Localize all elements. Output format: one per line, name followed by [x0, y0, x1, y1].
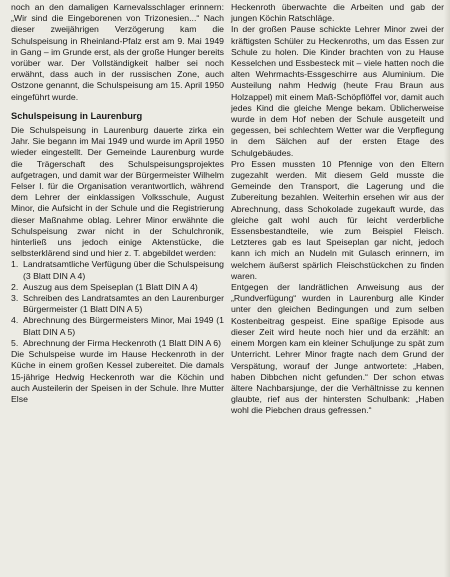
paragraph-3: Pro Essen mussten 10 Pfennige von den Eltern zugezahlt werden. Mit diesem Geld musste die Gemeinde den Transport, die Lagerung und die Zubereitung bezahlen. Weiterhin ersehen wir aus der Abrechnung, dass Schokolade zugekauft wurde, das gleiche galt wohl auch für leicht verderbliche Essensbestandteile, wie zum Beispiel Fleisch. Letzteres gab es laut Speiseplan gar nicht, jedoch kann ich mich an Nudeln mit Gulasch erinnern, im welchem äußerst spärlich Fleischstückchen zu finden waren.: [231, 158, 444, 281]
body-paragraph: Die Schulspeisung in Laurenburg dauerte zirka ein Jahr. Sie begann im Mai 1949 und wurde im April 1950 wieder eingestellt. Der Gemeinde Laurenburg wurde die Trägerschaft des Schulspeisungsprojektes aufgetragen, und damit war der Bürgermeister Wilhelm Felser I. für die Organisation verantwortlich, während dem Lehrer der einklassigen Volksschule, August Minor, die Aufsicht in der Schule und die Registrierung dieser Maßnahme oblag. Lehrer Minor erwähnte die Schulspeisung zwar nicht in der Schulchronik, hinterließ uns jedoch einige Aktenstücke, die selbsterklärend sind und hier z. T. abgebildet werden:: [11, 125, 224, 259]
page-edge-shadow: [444, 0, 450, 577]
section-heading: Schulspeisung in Laurenburg: [11, 110, 143, 121]
paragraph-4: Entgegen der landrätlichen Anweisung aus der „Rundverfügung“ wurden in Laurenburg alle Kinder unter den gleichen Bedingungen und zum selben Kostenbeitrag gespeist. Eine spaßige Episode aus dieser Zeit wird heute noch hier und da erzählt: an einem Morgen kam ein kleiner Schuljunge zu spät zum Unterricht. Lehrer Minor fragte nach dem Grund der Verspätung, worauf der Junge antwortete: „Haben, haben Dibbchen nicht gefunden.“ Der schon etwas ältere Nachbarsjunge, der die Verhältnisse zu kennen glaubte, rief aus der hintersten Schulbank: „Haben wohl die Piebchen draus gefressen.“: [231, 282, 444, 416]
paragraph-1: Heckenroth überwachte die Arbeiten und gab der jungen Köchin Ratschläge.: [231, 2, 444, 24]
paragraph-2: In der großen Pause schickte Lehrer Minor zwei der kräftigsten Schüler zu Heckenroths, um das Essen zur Schule zu holen. Die Kinder brachten von zu Hause Kesselchen und Essbesteck mit – viele hatten noch die alten Wehrmachts-Essgeschirre aus Aluminium. Die Austeilung nahm Hedwig (heute Frau Braun aus Holzappel) mit einem Maß-Schöpflöffel vor, damit auch jedes Kind die gleiche Menge bekam. Üblicherweise wurde in dem Hof neben der Schule ausgeteilt und gegessen, bei schlechtem Wetter war die Verpflegung in dem Sälchen auf der ersten Etage des Schulgebäudes.: [231, 24, 444, 158]
right-column: [231, 2, 444, 417]
list-item: 2. Auszug aus dem Speiseplan (1 Blatt DIN A 4): [11, 281, 198, 292]
list-item: 5. Abrechnung der Firma Heckenroth (1 Blatt DIN A 6): [11, 337, 221, 348]
left-column: [11, 2, 224, 405]
document-list: [11, 259, 224, 349]
list-item: 3. Schreiben des Landratsamtes an den Laurenburger Bürgermeister (1 Blatt DIN A 5): [11, 293, 224, 315]
list-item: 1. Landratsamtliche Verfügung über die Schulspeisung (3 Blatt DIN A 4): [11, 259, 224, 281]
list-item: 4. Abrechnung des Bürgermeisters Minor, Mai 1949 (1 Blatt DIN A 5): [11, 315, 224, 337]
closing-paragraph: Die Schulspeise wurde im Hause Heckenroth in der Küche in einem großen Kessel zubereitet. Die damals 15-jährige Hedwig Heckenroth war die Köchin und auch Austeilerin der Speisen in der Schule. Ihre Mutter Else: [11, 349, 224, 404]
intro-paragraph: noch an den damaligen Karnevalsschlager erinnern: „Wir sind die Eingeborenen von Trizonesien...“ Nach dieser zweijährigen Verzögerung kam die Schulspeisung in Rheinland-Pfalz erst am 9. Mai 1949 in Gang – im Grunde erst, als der große Hunger bereits vorüber war. Der Vollständigkeit halber sei noch erwähnt, dass auch in der russischen Zone, auch Ostzone genannt, die Schulspeisung am 15. April 1950 eingeführt wurde.: [11, 2, 224, 102]
